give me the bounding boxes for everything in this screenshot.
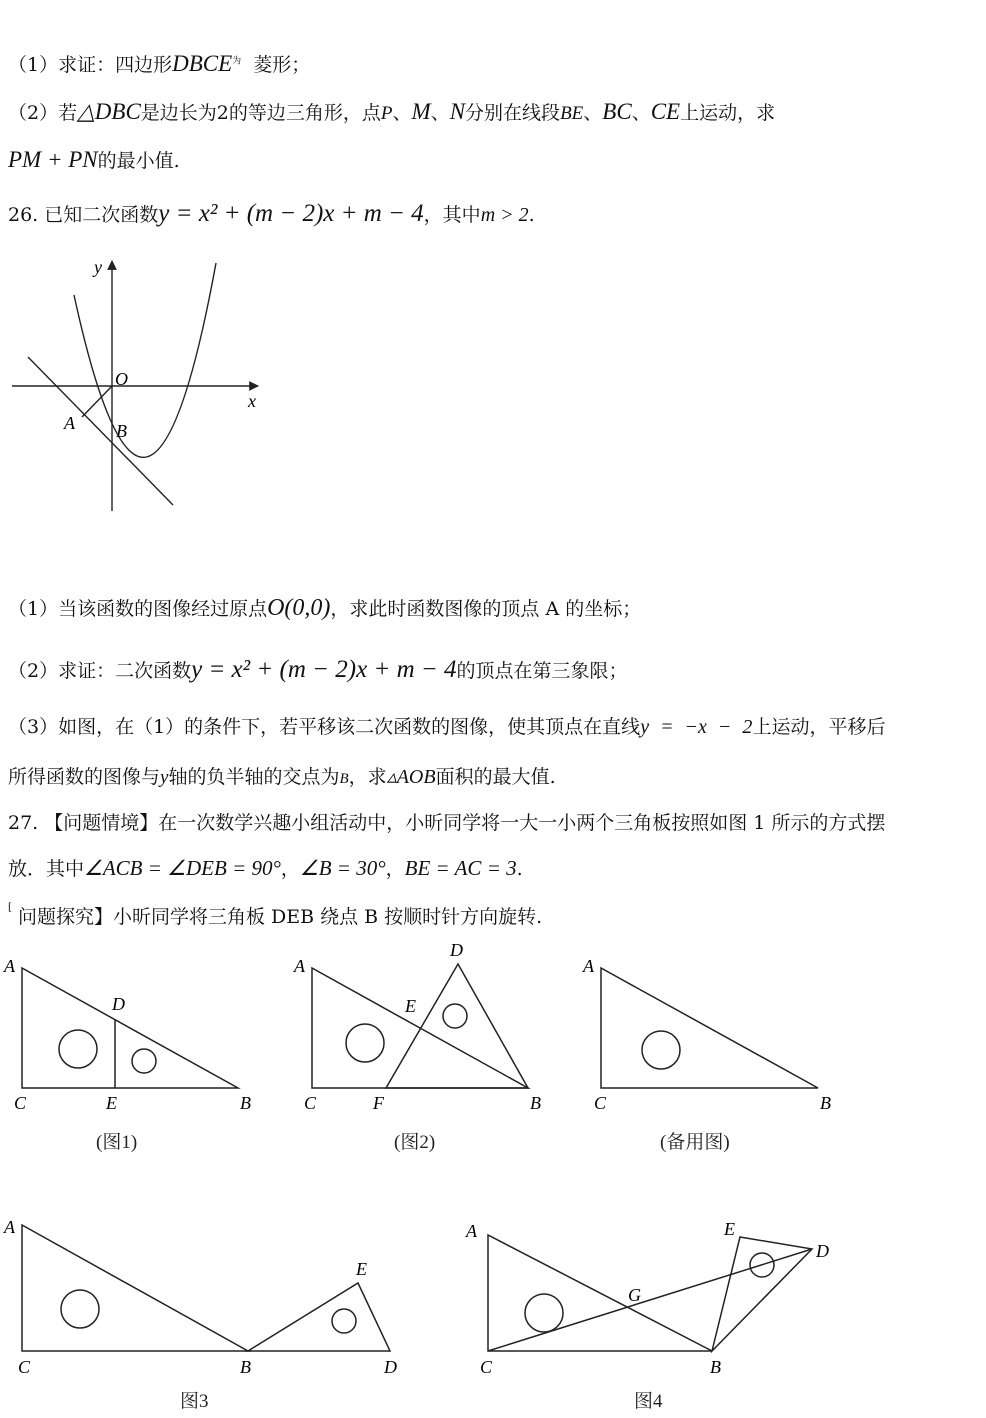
- q27-figures-row1: [0, 940, 986, 1165]
- q27-line2: 放．其中∠ACB = ∠DEB = 90°，∠B = 30°，BE = AC = 3.: [8, 856, 523, 880]
- spare-label-B: B: [820, 1093, 831, 1113]
- fig3-big-triangle: [22, 1225, 248, 1351]
- q27-figures-row2: [0, 1205, 986, 1415]
- label-A: A: [64, 413, 75, 433]
- fig4-segment-CD: [488, 1249, 812, 1351]
- q27-line3: [ 问题探究】小昕同学将三角板 DEB 绕点 B 按顺时针方向旋转.: [8, 902, 543, 928]
- q25-part1: （1）求证：四边形$DBCE^为$ 菱形；: [8, 51, 311, 76]
- fig1-label-E: E: [106, 1093, 117, 1113]
- fig2-label-E: E: [405, 996, 416, 1016]
- q26-stem: 26. 已知二次函数y = x² + (m − 2)x + m − 4，其中m > 2.: [8, 200, 535, 227]
- fig2-small-triangle: [386, 964, 528, 1088]
- label-x: x: [248, 391, 256, 411]
- fig2-circle-big: [346, 1024, 384, 1062]
- q25-part2: （2）若△DBC是边长为2的等边三角形，点P、M、N分别在线段BE、BC、CE上运动，求: [8, 99, 776, 124]
- parabola-curve: [74, 263, 216, 457]
- fig4-label-A: A: [466, 1221, 477, 1241]
- fig2-label-F: F: [373, 1093, 384, 1113]
- tiny-char: 为: [232, 56, 242, 67]
- fig4-label-D: D: [816, 1241, 829, 1261]
- fig4-label-G: G: [628, 1285, 641, 1305]
- fig1-label-A: A: [4, 956, 15, 976]
- fig4-label-E: E: [724, 1219, 735, 1239]
- quad-DBCE: DBCE: [172, 51, 233, 76]
- fig2-label-B: B: [530, 1093, 541, 1113]
- label-O: O: [115, 369, 128, 389]
- fig3-label-D: D: [384, 1357, 397, 1377]
- spare-label-A: A: [583, 956, 594, 976]
- label-y: y: [94, 257, 102, 277]
- fig4-label-B: B: [710, 1357, 721, 1377]
- fig4-label-C: C: [480, 1357, 493, 1377]
- fig1-label-B: B: [240, 1093, 251, 1113]
- q26-part3-line2: 所得函数的图像与y轴的负半轴的交点为B，求▵AOB面积的最大值.: [8, 766, 556, 788]
- fig2-caption: (图2): [394, 1132, 436, 1153]
- fig3-label-B: B: [240, 1357, 251, 1377]
- fig4-big-triangle: [488, 1235, 712, 1351]
- spare-label-C: C: [594, 1093, 607, 1113]
- fig3-label-E: E: [356, 1259, 367, 1279]
- spare-caption: (备用图): [660, 1132, 730, 1153]
- spare-circle-big: [642, 1031, 680, 1069]
- fig2-label-C: C: [304, 1093, 317, 1113]
- fig3-small-triangle: [248, 1283, 390, 1351]
- q26-part1: （1）当该函数的图像经过原点O(0,0)，求此时函数图像的顶点 A 的坐标；: [8, 595, 642, 621]
- q26-parabola-graph: [8, 255, 268, 517]
- fig2-label-A: A: [294, 956, 305, 976]
- fig4-circle-big: [525, 1294, 563, 1332]
- q27-line1: 27. 【问题情境】在一次数学兴趣小组活动中，小昕同学将一大一小两个三角板按照如图 1 所示的方式摆: [8, 812, 886, 834]
- q26-part3: （3）如图，在（1）的条件下，若平移该二次函数的图像，使其顶点在直线y = −x − 2上运动，平移后: [8, 716, 886, 738]
- q26-part2: （2）求证：二次函数y = x² + (m − 2)x + m − 4的顶点在第三象限；: [8, 656, 628, 683]
- fig1-label-D: D: [112, 994, 125, 1014]
- fig1-caption: (图1): [96, 1132, 138, 1153]
- fig3-label-A: A: [4, 1217, 15, 1237]
- label-B: B: [116, 421, 127, 441]
- fig1-circle-big: [59, 1030, 97, 1068]
- fig2-circle-small: [443, 1004, 467, 1028]
- fig1-label-C: C: [14, 1093, 27, 1113]
- fig4-caption: 图4: [634, 1391, 663, 1412]
- fig2-label-D: D: [450, 940, 463, 960]
- fig1-big-triangle: [22, 968, 238, 1088]
- fig3-circle-big: [61, 1290, 99, 1328]
- fig3-label-C: C: [18, 1357, 31, 1377]
- spare-big-triangle: [601, 968, 818, 1088]
- q25-part2-line2: PM + PN的最小值.: [8, 147, 180, 172]
- line-AB: [28, 357, 173, 505]
- fig3-circle-small: [332, 1309, 356, 1333]
- fig3-caption: 图3: [180, 1391, 209, 1412]
- fig1-circle-small: [132, 1049, 156, 1073]
